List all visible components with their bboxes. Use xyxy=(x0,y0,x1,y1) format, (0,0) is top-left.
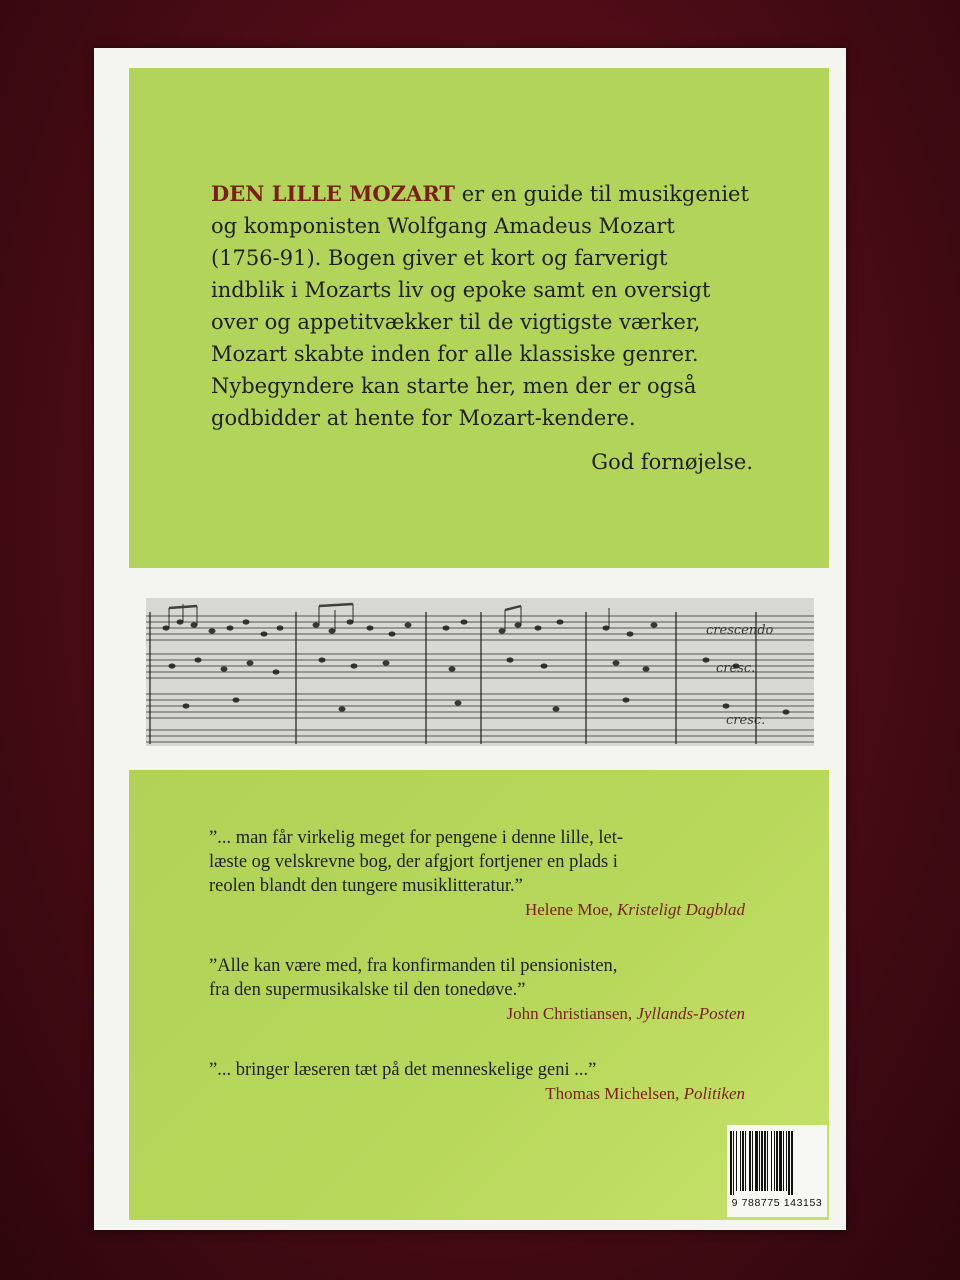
barcode-bar xyxy=(736,1131,737,1191)
barcode-bar xyxy=(776,1131,778,1191)
blurb-line: Mozart skabte inden for alle klassiske genrer. xyxy=(211,342,699,366)
review-attribution-3: Thomas Michelsen, Politiken xyxy=(545,1084,745,1103)
review-quote-1: ”... man får virkelig meget for pengene i denne lille, let- læste og velskrevne bog, der afgjort fortjener en plads i reolen blandt den tungere musiklitteratur.” xyxy=(209,828,624,896)
barcode-bar xyxy=(791,1131,793,1195)
barcode-bar xyxy=(779,1131,782,1191)
barcode-bar xyxy=(761,1131,763,1191)
barcode-bar xyxy=(749,1131,751,1191)
blurb-line: indblik i Mozarts liv og epoke samt en oversigt xyxy=(211,278,711,302)
barcode-bar xyxy=(742,1131,744,1191)
barcode-bar xyxy=(733,1131,734,1195)
barcode-bar xyxy=(786,1131,787,1191)
blurb-line: er en guide til musikgeniet xyxy=(455,182,749,206)
reviews-panel xyxy=(129,770,829,1220)
isbn-number: 9 788775 143153 xyxy=(731,1197,823,1209)
review-attribution-2: John Christiansen, Jyllands-Posten xyxy=(506,1004,745,1023)
blurb-line: godbidder at hente for Mozart-kendere. xyxy=(211,406,636,430)
barcode-bar xyxy=(740,1131,741,1191)
barcode-bar xyxy=(767,1131,768,1191)
blurb-line: (1756-91). Bogen giver et kort og farverigt xyxy=(211,246,668,270)
barcode-bar xyxy=(745,1131,746,1191)
sheet-music-image xyxy=(146,598,814,746)
barcode xyxy=(727,1125,827,1217)
score-annotation: crescendo xyxy=(706,623,774,638)
blurb-line: og komponisten Wolfgang Amadeus Mozart xyxy=(211,214,675,238)
barcode-bar xyxy=(764,1131,766,1191)
book-title: DEN LILLE MOZART xyxy=(211,181,456,206)
blurb-line: Nybegyndere kan starte her, men der er også xyxy=(211,374,697,398)
barcode-bar xyxy=(730,1131,732,1195)
sheet-music-manuscript xyxy=(146,598,814,746)
barcode-bar xyxy=(752,1131,753,1191)
barcode-bar xyxy=(783,1131,784,1191)
review-quote-3: ”... bringer læseren tæt på det menneskelige geni ...” xyxy=(209,1060,597,1080)
score-annotation: cresc. xyxy=(726,713,766,728)
book-back-cover xyxy=(94,48,846,1230)
barcode-bars xyxy=(727,1125,827,1195)
barcode-bar xyxy=(755,1131,758,1191)
review-attribution-1: Helene Moe, Kristeligt Dagblad xyxy=(524,900,745,919)
barcode-bar xyxy=(771,1131,772,1191)
blurb-text xyxy=(211,178,771,434)
score-annotation: cresc. xyxy=(716,661,756,676)
closing-line: God fornøjelse. xyxy=(591,450,753,474)
barcode-bar xyxy=(774,1131,775,1191)
review-quote-2: ”Alle kan være med, fra konfirmanden til pensionisten, fra den supermusikalske til den tonedøve.” xyxy=(209,956,618,1000)
blurb-panel xyxy=(129,68,829,568)
blurb-line: over og appetitvækker til de vigtigste værker, xyxy=(211,310,701,334)
barcode-bar xyxy=(788,1131,790,1195)
barcode-bar xyxy=(759,1131,760,1191)
